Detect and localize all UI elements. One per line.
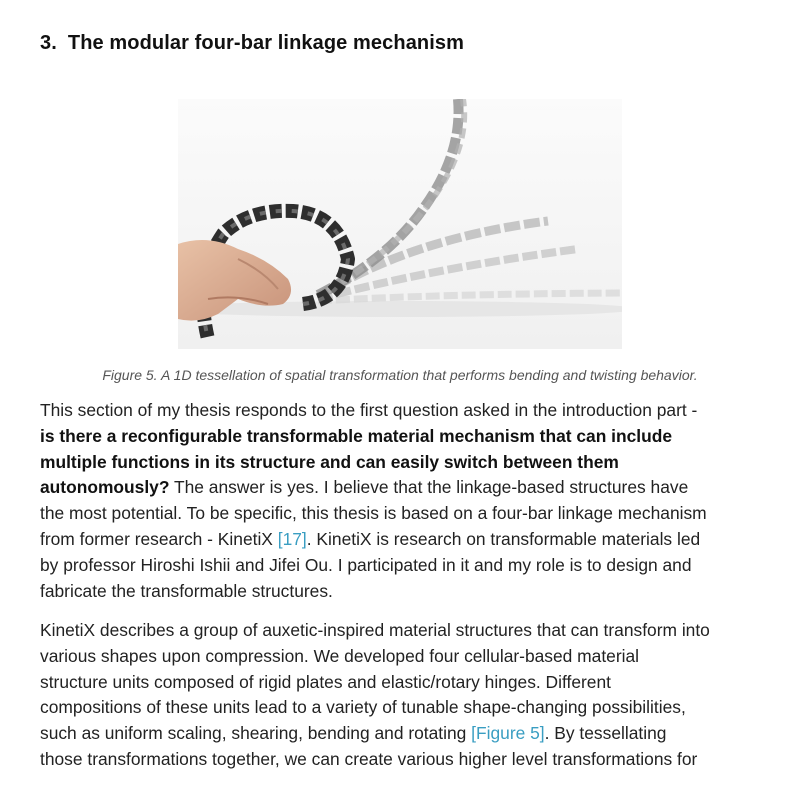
p1-bold-question-3: autonomously? <box>40 477 170 498</box>
p1-line-1: This section of my thesis responds to the first question asked in the introduction part - <box>40 400 698 420</box>
p1-line-4-rest: The answer is yes. I believe that the linkage-based structures have <box>169 477 689 498</box>
figure-5-link[interactable]: [Figure 5] <box>471 723 545 744</box>
p1-line-6-pre: from former research - KinetiX <box>40 528 278 549</box>
p2-line-5-pre: such as uniform scaling, shearing, bending and rotating <box>40 723 472 744</box>
citation-link-17[interactable]: [17] <box>277 528 307 549</box>
p1-line-7: by professor Hiroshi Ishii and Jifei Ou. I participated in it and my role is to design and <box>40 554 692 575</box>
section-heading <box>40 32 464 55</box>
section-title: The modular four-bar linkage mechanism <box>67 32 464 54</box>
figure-caption: Figure 5. A 1D tessellation of spatial transformation that performs bending and twisting behavior. <box>102 367 698 383</box>
paragraph-1 <box>40 398 770 604</box>
section-number: 3. <box>40 32 57 54</box>
p2-line-1: KinetiX describes a group of auxetic-inspired material structures that can transform into <box>40 620 710 640</box>
p1-line-5: the most potential. To be specific, this thesis is based on a four-bar linkage mechanism <box>40 503 707 524</box>
paragraph-2 <box>40 618 770 773</box>
p1-bold-question-1: is there a reconfigurable transformable material mechanism that can include <box>40 425 673 446</box>
p2-line-6: those transformations together, we can create various higher level transformations for <box>40 748 698 769</box>
p2-line-2: various shapes upon compression. We developed four cellular-based material <box>40 645 640 666</box>
p2-line-5-post: . By tessellating <box>544 723 667 744</box>
figure-5-image <box>178 99 622 349</box>
p1-line-6-post: . KinetiX is research on transformable materials led <box>306 528 701 549</box>
p1-bold-question-2: multiple functions in its structure and can easily switch between them <box>40 451 619 472</box>
p1-line-8: fabricate the transformable structures. <box>40 580 333 601</box>
p2-line-3: structure units composed of rigid plates and elastic/rotary hinges. Different <box>40 671 611 692</box>
p2-line-4: compositions of these units lead to a variety of tunable shape-changing possibilities, <box>40 697 686 718</box>
